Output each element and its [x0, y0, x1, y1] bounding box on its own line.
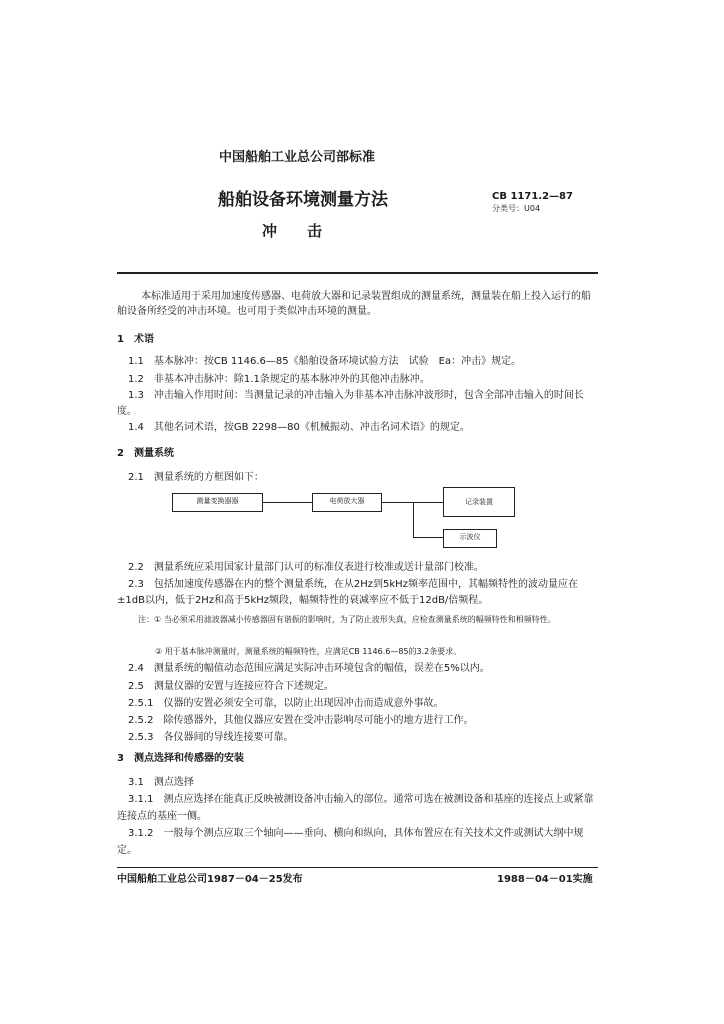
connector-1-2: [262, 502, 312, 503]
issue-date: 中国船舶工业总公司1987－04－25发布: [117, 874, 303, 885]
clause-3-1-1: 3.1.1 测点应选择在能真正反映被测设备冲击输入的部位。通常可选在被测设备和基座的连接点上或紧靠连接点的基座一侧。: [117, 794, 594, 822]
clause-2-5: 2.5 测量仪器的安置与连接应符合下述规定。: [128, 681, 334, 692]
clause-1-3: 1.3 冲击输入作用时间：当测量记录的冲击输入为非基本冲击脉冲波形时，包含全部冲击输入的时间长度。: [117, 390, 584, 417]
section-1-heading: 1 术语: [117, 334, 154, 345]
note-1: 注：① 当必须采用滤波器减小传感器固有谐振的影响时，为了防止波形失真，应检查测量系统的幅频特性和相频特性。: [138, 615, 556, 624]
footer-rule: [117, 867, 598, 868]
diagram-box-transducer: 测量变换器器: [172, 493, 263, 512]
clause-2-5-1: 2.5.1 仪器的安置必须安全可靠，以防止出现因冲击而造成意外事故。: [128, 698, 444, 709]
document-subtitle: 冲 击: [262, 222, 323, 240]
clause-1-4: 1.4 其他名词术语，按GB 2298—80《机械振动、冲击名词术语》的规定。: [128, 422, 470, 433]
clause-2-4: 2.4 测量系统的幅值动态范围应满足实际冲击环境包含的幅值，误差在5%以内。: [128, 663, 490, 674]
standard-code: CB 1171.2—87: [492, 191, 573, 202]
diagram-box-recorder: 记录装置: [443, 487, 515, 517]
org-standard-title: 中国船舶工业总公司部标准: [219, 150, 376, 165]
clause-3-1-2: 3.1.2 一般每个测点应取三个轴向——垂向、横向和纵向，具体布置应在有关技术文件或测试大纲中规定。: [117, 828, 584, 856]
section-3-heading: 3 测点选择和传感器的安装: [117, 753, 244, 764]
clause-2-5-2: 2.5.2 除传感器外，其他仪器应安置在受冲击影响尽可能小的地方进行工作。: [128, 715, 474, 726]
connector-branch-vertical: [413, 502, 414, 538]
effective-date: 1988－04－01实施: [497, 874, 593, 885]
clause-3-1: 3.1 测点选择: [128, 777, 194, 788]
diagram-box-charge-amplifier: 电荷放大器: [312, 493, 382, 512]
header-rule: [117, 272, 598, 274]
clause-2-1: 2.1 测量系统的方框图如下：: [128, 472, 264, 483]
connector-2-3: [381, 502, 443, 503]
intro-paragraph: 本标准适用于采用加速度传感器、电荷放大器和记录装置组成的测量系统，测量装在船上投入运行的船舶设备所经受的冲击环境。也可用于类似冲击环境的测量。: [117, 291, 591, 317]
clause-2-3: 2.3 包括加速度传感器在内的整个测量系统，在从2Hz到5kHz频率范围中，其幅频特性的波动量应在±1dB以内，低于2Hz和高于5kHz频段，幅频特性的衰减率应不低于12dB/倍频程。: [117, 579, 578, 606]
clause-1-1: 1.1 基本脉冲：按CB 1146.6—85《船舶设备环境试验方法 试验 Ea：冲击》规定。: [128, 356, 522, 367]
connector-branch-horizontal: [413, 537, 443, 538]
section-2-heading: 2 测量系统: [117, 448, 174, 459]
note-2: ② 用于基本脉冲测量时，测量系统的幅频特性，应满足CB 1146.6—85的3.2条要求。: [155, 647, 462, 656]
clause-2-5-3: 2.5.3 各仪器间的导线连接要可靠。: [128, 732, 294, 743]
diagram-box-oscilloscope: 示波仪: [443, 529, 497, 548]
document-title: 船舶设备环境测量方法: [218, 190, 388, 210]
clause-1-2: 1.2 非基本冲击脉冲：除1.1条规定的基本脉冲外的其他冲击脉冲。: [128, 374, 430, 385]
clause-2-2: 2.2 测量系统应采用国家计量部门认可的标准仪表进行校准或送计量部门校准。: [128, 562, 484, 573]
classification-number: 分类号：U04: [492, 204, 541, 213]
